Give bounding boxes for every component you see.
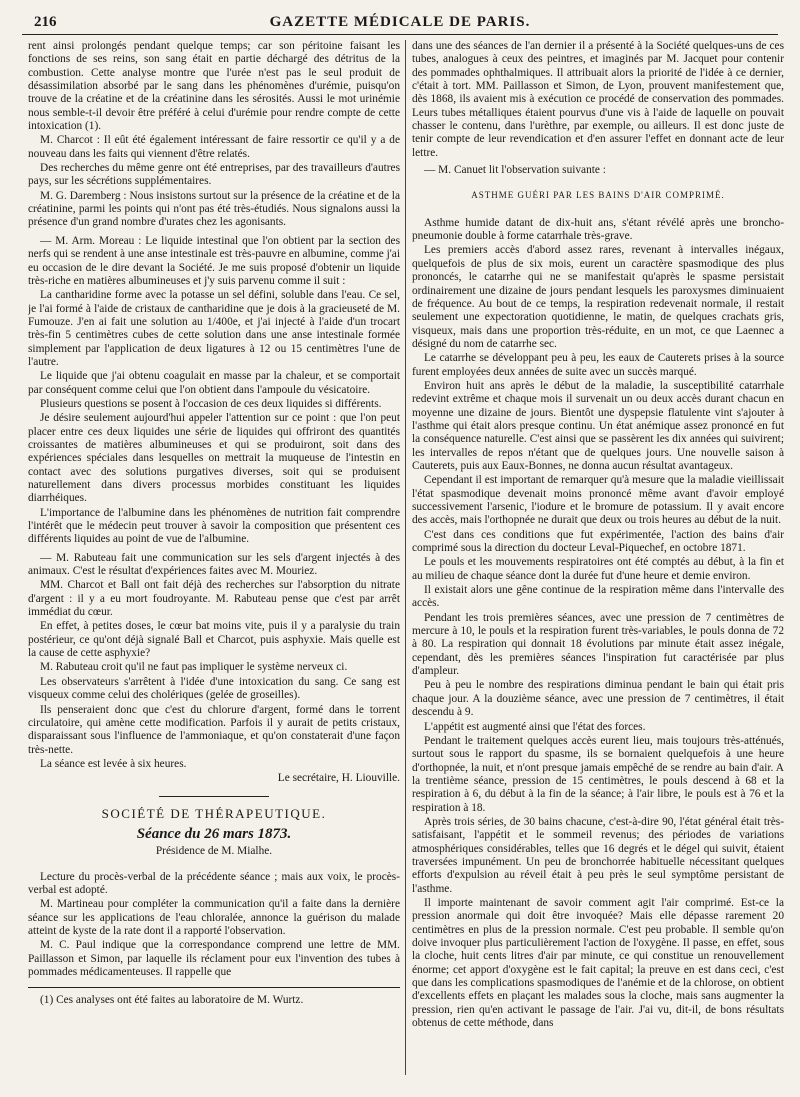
paragraph: L'importance de l'albumine dans les phénomènes de nutrition fait comprendre l'intérêt que le médecin peut trouver à savoir la composition que présentent ces différents liquides au point de vue de l'albumine. [28,506,400,546]
paragraph: Pendant le traitement quelques accès eurent lieu, mais toujours très-atténués, surtout sous le rapport du spasme, ils se bornaient quelquefois à une heure d'orthopnée, la nuit, et n'ont presque jamais empêché de se rendre au bain d'air. A la trentième séance, pression de 15 centimètres, le pouls descend à 68 et la respiration à 6, du début à la fin de la séance; à l'air libre, le pouls est à 76 et la respiration à 18. [412,734,784,814]
left-column [28,40,400,1075]
paragraph: Il importe maintenant de savoir comment agit l'air comprimé. Est-ce la pression anormale qui doit être invoquée? Mais elle dépasse rarement 20 centimètres en plus de la pression normale. C'est peu probable. Il semble qu'on doive invoquer plus particulièrement l'action de l'oxygène. Il passe, en effet, sous la cloche, huit cents litres d'air par minute, ce qui constitue un renouvellement énorme; cet apport d'oxygène est le fait capital; la preuve en est dans ceci, c'est que dans les complications spasmodiques de l'anémie et de la chlorose, on obtient d'excellents effets en plaçant les malades sous la cloche, mais sans augmenter la pression, rien qu'en activant le passage de l'air. J'ai vu, dit-il, de bons résultats obtenus de cette méthode, dans [412,896,784,1030]
paragraph: Pendant les trois premières séances, avec une pression de 7 centimètres de mercure à 10, le pouls et la respiration furent très-variables, le pouls donna de 72 à 80. La respiration qui donnait 18 évolutions par minute était assez inégale, cependant, dès les premières séances l'inspiration fut caractérisée par plus d'ampleur. [412,611,784,678]
right-column [412,40,784,1075]
footnote-rule [28,987,400,988]
observation-title: ASTHME GUÉRI PAR LES BAINS D'AIR COMPRIMÉ. [471,190,725,201]
paragraph: La cantharidine forme avec la potasse un sel défini, soluble dans l'eau. Ce sel, je l'ai formé à l'aide de cristaux de cantharidine que je dois à la gracieuseté de M. Fumouze. J'en ai fait une solution au 1/400e, et j'ai injecté à l'aide d'un trocart très-fin 5 centimètres cubes de cette solution dans une anse intestinale formée simplement par l'application de deux ligatures à 12 ou 15 centimètres l'une de l'autre. [28,289,400,368]
paragraph: MM. Charcot et Ball ont fait déjà des recherches sur l'absorption du nitrate d'argent : il y a eu mort foudroyante. M. Rabuteau pense que c'est par arrêt immédiat du cœur. [28,579,400,619]
society-title: SOCIÉTÉ DE THÉRAPEUTIQUE. [101,805,327,821]
paragraph: — M. Rabuteau fait une communication sur les sels d'argent injectés à des animaux. C'est le résultat d'expériences faites avec M. Mouriez. [28,551,400,578]
paragraph: La séance est levée à six heures. [40,757,187,770]
paragraph: L'appétit est augmenté ainsi que l'état des forces. [424,720,646,733]
paragraph: Le catarrhe se développant peu à peu, les eaux de Cauterets prises à la source furent employées deux années de suite avec un succès marqué. [412,352,784,378]
paragraph: Les observateurs s'arrêtent à l'idée d'une intoxication du sang. Ce sang est visqueux comme celui des cholériques (gelée de groseilles). [28,675,400,702]
paragraph: — M. Arm. Moreau : Le liquide intestinal que l'on obtient par la section des nerfs qui se rendent à une anse intestinale est très-pauvre en albumine, comme j'ai eu occasion de le dire devant la Société. Je me suis proposé d'obtenir un liquide très-riche en matières albumineuses et j'y suis parvenu comme il suit : [28,234,400,287]
paragraph: M. G. Daremberg : Nous insistons surtout sur la présence de la créatine et de la créatinine, parmi les points qui n'ont pas été très-étudiés. Nous signalons aussi la présence d'un grand nombre d'urates chez les agonisants. [28,189,400,229]
paragraph: Cependant il est important de remarquer qu'à mesure que la maladie vieillissait l'état spasmodique devenait moins prononcé même avant d'avoir employé successivement l'arsenic, l'iodure et le bromure de potassium. Il y avait encore des accès, mais l'orthopnée ne durait que deux ou trois heures au début de la nuit. [412,474,784,527]
paragraph: Il existait alors une gêne continue de la respiration même dans l'intervalle des accès. [412,584,784,610]
paragraph: Le liquide que j'ai obtenu coagulait en masse par la chaleur, et se comportait par conséquent comme celui que l'on obtient dans l'ampoule du vésicatoire. [28,370,400,396]
page-number: 216 [34,14,57,30]
paragraph: dans une des séances de l'an dernier il a présenté à la Société quelques-uns de ces tubes, analogues à ceux des peintres, et imaginés par M. Jacquet pour contenir des pommades ophthalmiques. Il attribuait alors la priorité de l'idée à ce dernier, c'était à tort. MM. Paillasson et Simon, de Lyon, prouvent manifestement que, dès 1868, ils avaient mis à exécution ce procédé de conservation des pommades. Leurs tubes métalliques étaient pourvus d'une vis à l'aide de laquelle on pouvait chasser le contenu, dans l'urèthre, par exemple, ou ailleurs. Il est donc juste de tenir compte de leur revendication et d'en assurer l'effet en donnant acte de leur lettre. [412,40,784,159]
paragraph: Plusieurs questions se posent à l'occasion de ces deux liquides si différents. [40,397,382,410]
secretary-signature: Le secrétaire, H. Liouville. [277,772,400,785]
paragraph: M. Charcot : Il eût été également intéressant de faire ressortir ce qu'il y a de nouveau dans les faits qui viennent d'être relatés. [28,134,400,160]
paragraph: — M. Canuet lit l'observation suivante : [424,164,606,177]
section-divider [159,796,269,797]
paragraph: Le pouls et les mouvements respiratoires ont été comptés au début, à la fin et au milieu de chaque séance dont la durée fut d'une heure et demie environ. [412,556,784,582]
paragraph: Je désire seulement aujourd'hui appeler l'attention sur ce point : que l'on peut placer entre ces deux liquides une série de liquides qui offriront des quantités croissantes de matières albumineuses et qui se produiront, soit dans des expériences spéciales dans lesquelles on mettrait la muqueuse de l'intestin en contact avec des solutions purgatives diverses, soit qui se produisent naturellement dans divers processus morbides constituant les liquides diarrhéiques. [28,412,400,505]
paragraph: Des recherches du même genre ont été entreprises, par des travailleurs d'autres pays, sur les sécrétions supplémentaires. [28,162,400,188]
paragraph: M. Martineau pour compléter la communication qu'il a faite dans la dernière séance sur les applications de l'eau chloralée, annonce la guérison du malade atteint de kyste de la rate dont il a rapporté l'observation. [28,898,400,937]
paragraph: En effet, à petites doses, le cœur bat moins vite, puis il y a paralysie du train postérieur, ce qu'ont déjà signalé Ball et Charcot, puis asphyxie. Mais quelle est la cause de cette asphyxie? [28,620,400,660]
paragraph: Les premiers accès d'abord assez rares, revenant à intervalles inégaux, quelquefois de plus de six mois, eurent un caractère spasmodique des plus prononcés, le catarrhe qui ne se manifestait qu'après le spasme persistait ordinairement une dizaine de jours pendant lesquels les paroxysmes diminuaient de fréquence. Au bout de ce temps, la respiration redevenait normale, il restait seulement une expectoration quotidienne, le matin, de quelques crachats gris, visqueux, mais dans une proportion très-réduite, en un mot, ce que Laennec a désigné du nom de catarrhe sec. [412,244,784,350]
paragraph: C'est dans ces conditions que fut expérimentée, l'action des bains d'air comprimé sous la direction du docteur Leval-Piquechef, en octobre 1871. [412,528,784,555]
journal-title: GAZETTE MÉDICALE DE PARIS. [269,14,531,30]
paragraph: rent ainsi prolongés pendant quelque temps; car son péritoine faisant les fonctions de ses reins, son sang était en partie déchargé des détritus de la combustion. Cette analyse montre que l'urée n'est pas le seul produit de désassimilation absorbé par le sang dans les phénomènes d'urémie, puisqu'on trouve de la créatine et de la créatinine dans les sérosités. Aussi le mot urinémie nous semble-t-il devoir être préféré à celui d'urémie pour rendre compte de cette intoxication (1). [28,40,400,133]
paragraph: Lecture du procès-verbal de la précédente séance ; mais aux voix, le procès-verbal est adopté. [28,870,400,896]
paragraph: M. C. Paul indique que la correspondance comprend une lettre de MM. Paillasson et Simon, par laquelle ils réclament pour eux l'invention des tubes à pommades médicamenteuses. Il rappelle que [28,939,400,978]
footnote: (1) Ces analyses ont été faites au laboratoire de M. Wurtz. [40,994,304,1007]
paragraph: Ils penseraient donc que c'est du chlorure d'argent, formé dans le torrent circulatoire, qui amène cette modification. Parfois il y aurait de petits cristaux, disparaissant sous l'influence de l'ammoniaque, et qu'on constaterait d'une façon très-nette. [28,703,400,756]
session-title: Séance du 26 mars 1873. [136,825,292,842]
paragraph: Peu à peu le nombre des respirations diminua pendant le bain qui était pris chaque jour. A la douzième séance, avec une pression de 7 centimètres, il était descendu à 9. [412,679,784,719]
page-header [22,8,778,35]
paragraph: M. Rabuteau croit qu'il ne faut pas impliquer le système nerveux ci. [40,661,348,674]
paragraph: Après trois séries, de 30 bains chacune, c'est-à-dire 90, l'état général était très-satisfaisant, l'appétit et le sommeil revenus; des périodes de variations atmosphériques considérables, telles que 16 degrés et le dégel qui suivit, étaient traversées impunément. Un peu de bronchorrée habituelle nécessitant quelques efforts d'expulsion au réveil était à peu près le seul symptôme persistant de l'asthme. [412,815,784,895]
presidence-line: Présidence de M. Mialhe. [155,845,273,858]
article-columns [22,40,784,1075]
paragraph: Asthme humide datant de dix-huit ans, s'étant révélé après une broncho-pneumonie double à forme catarrhale très-grave. [412,216,784,243]
column-divider [405,40,406,1075]
paragraph: Environ huit ans après le début de la maladie, la susceptibilité catarrhale redevint extrême et chaque mois il survenait un ou deux accès durant chacun en moyenne une dizaine de jours. Bientôt une dyspepsie flatulente vint s'ajouter à l'asthme qui était alors presque continu. Un état anémique assez prononcé en fut la conséquence naturelle. C'est ainsi que se passèrent les dix années qui suivirent; les intervalles de repos n'étant que de quelques jours. Une nouvelle saison à Cauterets, puis aux Eaux-Bonnes, ne donna aucun résultat avantageux. [412,379,784,472]
